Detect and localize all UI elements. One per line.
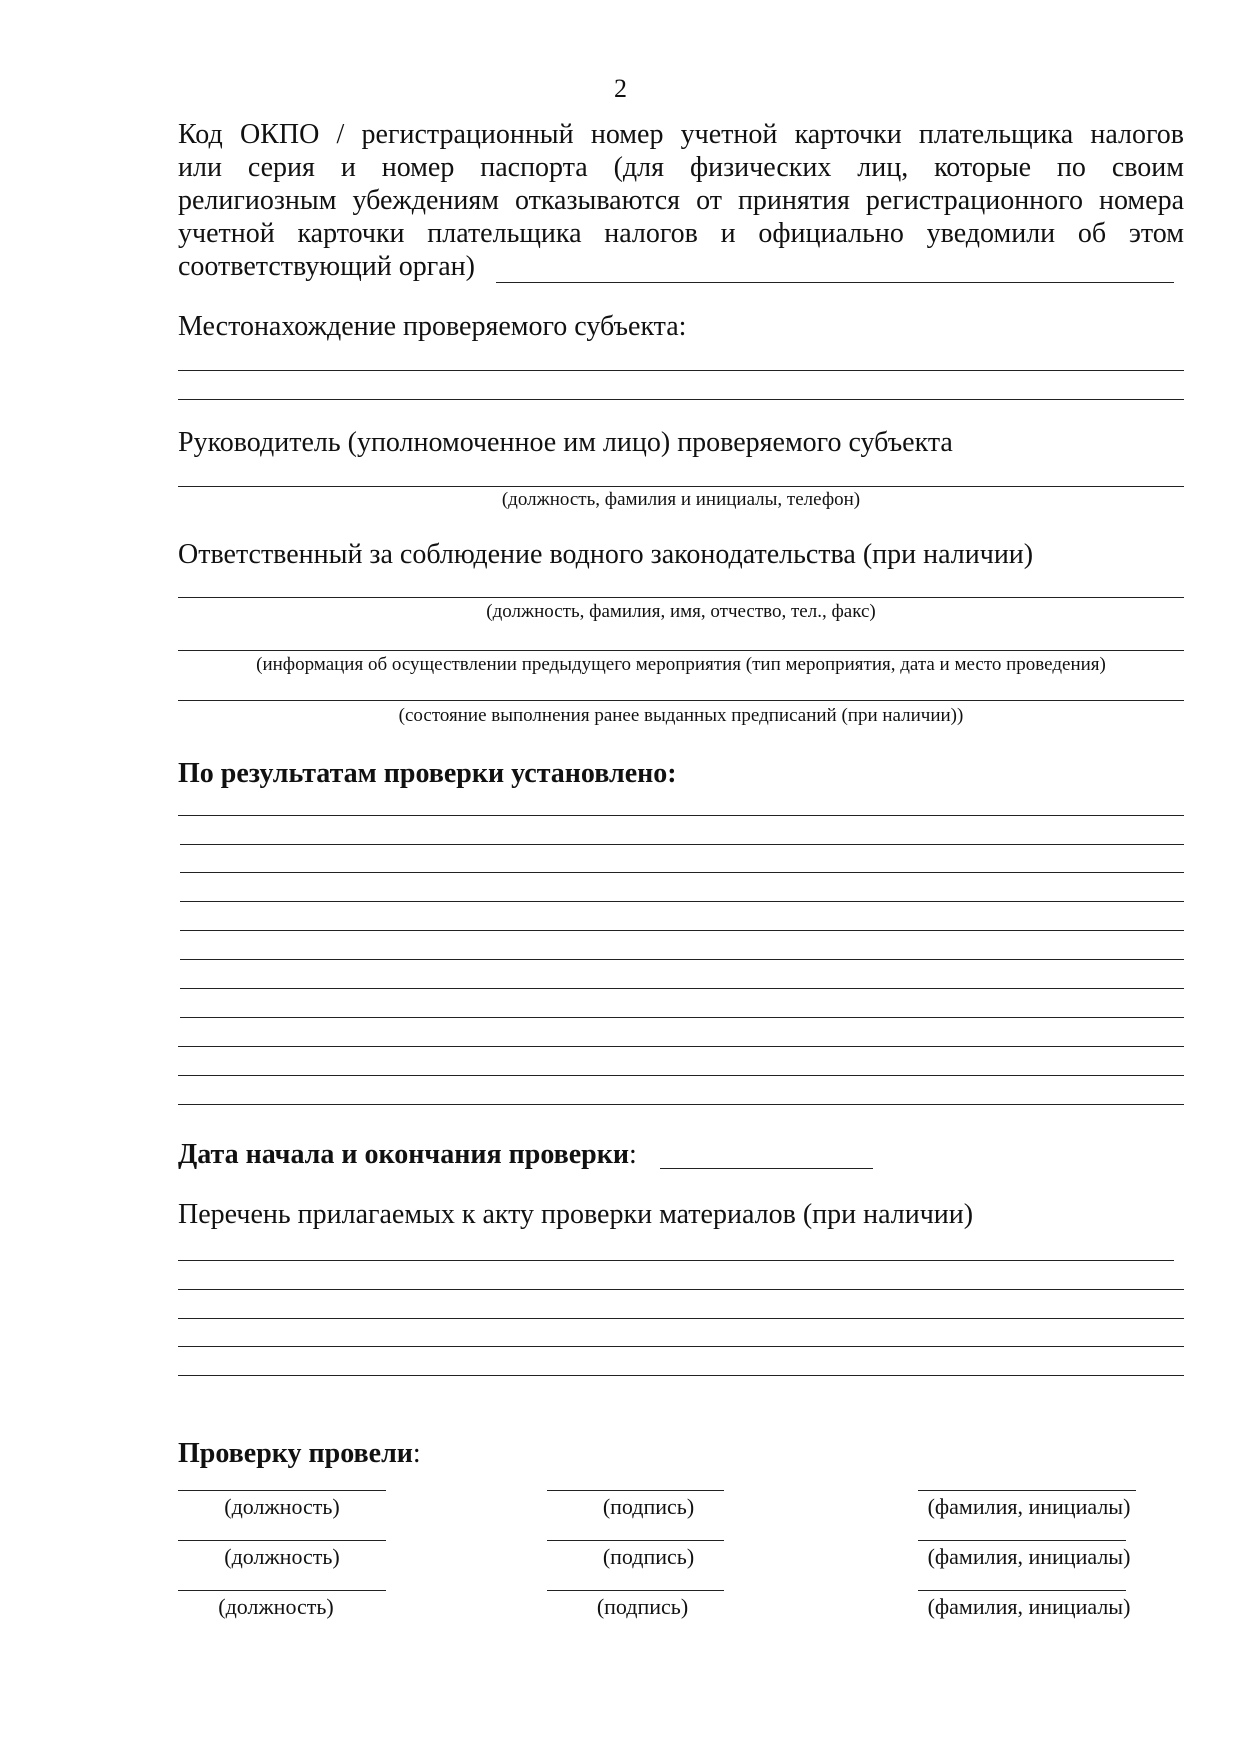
previous-info-caption: (информация об осуществлении предыдущего мероприятия (тип мероприятия, дата и место проведения) bbox=[256, 654, 1106, 675]
dates-row bbox=[178, 1138, 637, 1172]
okpo-line-4: учетной карточки плательщика налогов и официально уведомили об этом bbox=[178, 218, 1184, 249]
name-caption: (фамилия, инициалы) bbox=[927, 1494, 1131, 1519]
prescriptions-line[interactable] bbox=[178, 700, 1184, 701]
position-line[interactable] bbox=[178, 1590, 386, 1591]
head-caption: (должность, фамилия и инициалы, телефон) bbox=[501, 489, 861, 510]
materials-line[interactable] bbox=[178, 1260, 1174, 1261]
location-line-1[interactable] bbox=[178, 370, 1184, 371]
name-caption: (фамилия, инициалы) bbox=[927, 1594, 1131, 1619]
materials-line[interactable] bbox=[178, 1375, 1184, 1376]
head-label: Руководитель (уполномоченное им лицо) проверяемого субъекта bbox=[178, 427, 953, 458]
results-line[interactable] bbox=[180, 959, 1184, 960]
inspectors-heading: Проверку провели bbox=[178, 1438, 413, 1469]
head-line[interactable] bbox=[178, 486, 1184, 487]
results-line[interactable] bbox=[180, 901, 1184, 902]
signature-line[interactable] bbox=[547, 1540, 724, 1541]
results-line[interactable] bbox=[180, 930, 1184, 931]
results-heading: По результатам проверки установлено: bbox=[178, 758, 677, 789]
name-caption: (фамилия, инициалы) bbox=[927, 1544, 1131, 1569]
results-line[interactable] bbox=[180, 872, 1184, 873]
results-line[interactable] bbox=[178, 815, 1184, 816]
okpo-line-2: или серия и номер паспорта (для физических лиц, которые по своим bbox=[178, 152, 1184, 183]
name-line[interactable] bbox=[918, 1490, 1136, 1491]
position-caption: (должность) bbox=[224, 1544, 340, 1569]
position-caption: (должность) bbox=[218, 1594, 334, 1619]
materials-line[interactable] bbox=[178, 1346, 1184, 1347]
signature-caption: (подпись) bbox=[602, 1494, 695, 1519]
results-line[interactable] bbox=[180, 1017, 1184, 1018]
signature-line[interactable] bbox=[547, 1590, 724, 1591]
position-line[interactable] bbox=[178, 1540, 386, 1541]
responsible-label: Ответственный за соблюдение водного законодательства (при наличии) bbox=[178, 539, 1034, 570]
results-line[interactable] bbox=[178, 1046, 1184, 1047]
signature-caption: (подпись) bbox=[602, 1544, 695, 1569]
results-line[interactable] bbox=[180, 844, 1184, 845]
results-line[interactable] bbox=[178, 1104, 1184, 1105]
name-line[interactable] bbox=[918, 1590, 1126, 1591]
inspectors-colon: : bbox=[412, 1438, 421, 1469]
location-line-2[interactable] bbox=[178, 399, 1184, 400]
okpo-line-1: Код ОКПО / регистрационный номер учетной карточки плательщика налогов bbox=[178, 119, 1184, 150]
responsible-caption: (должность, фамилия, имя, отчество, тел., факс) bbox=[486, 601, 876, 622]
signature-caption: (подпись) bbox=[596, 1594, 689, 1619]
dates-colon: : bbox=[629, 1139, 637, 1170]
responsible-line[interactable] bbox=[178, 597, 1184, 598]
position-line[interactable] bbox=[178, 1490, 386, 1491]
materials-label: Перечень прилагаемых к акту проверки материалов (при наличии) bbox=[178, 1199, 974, 1230]
materials-line[interactable] bbox=[178, 1318, 1184, 1319]
okpo-line-5: соответствующий орган) bbox=[178, 251, 475, 282]
signature-line[interactable] bbox=[547, 1490, 724, 1491]
name-line[interactable] bbox=[918, 1540, 1126, 1541]
prescriptions-caption: (состояние выполнения ранее выданных предписаний (при наличии)) bbox=[398, 705, 964, 726]
inspectors-row bbox=[178, 1437, 421, 1471]
materials-line[interactable] bbox=[178, 1289, 1184, 1290]
okpo-fill-line[interactable] bbox=[496, 282, 1174, 283]
results-line[interactable] bbox=[180, 988, 1184, 989]
results-line[interactable] bbox=[178, 1075, 1184, 1076]
dates-fill-line[interactable] bbox=[660, 1168, 873, 1169]
dates-label: Дата начала и окончания проверки bbox=[178, 1139, 630, 1170]
previous-info-line[interactable] bbox=[178, 650, 1184, 651]
position-caption: (должность) bbox=[224, 1494, 340, 1519]
okpo-line-3: религиозным убеждениям отказываются от принятия регистрационного номера bbox=[178, 185, 1184, 216]
page-number: 2 bbox=[614, 74, 627, 103]
location-label: Местонахождение проверяемого субъекта: bbox=[178, 311, 687, 342]
